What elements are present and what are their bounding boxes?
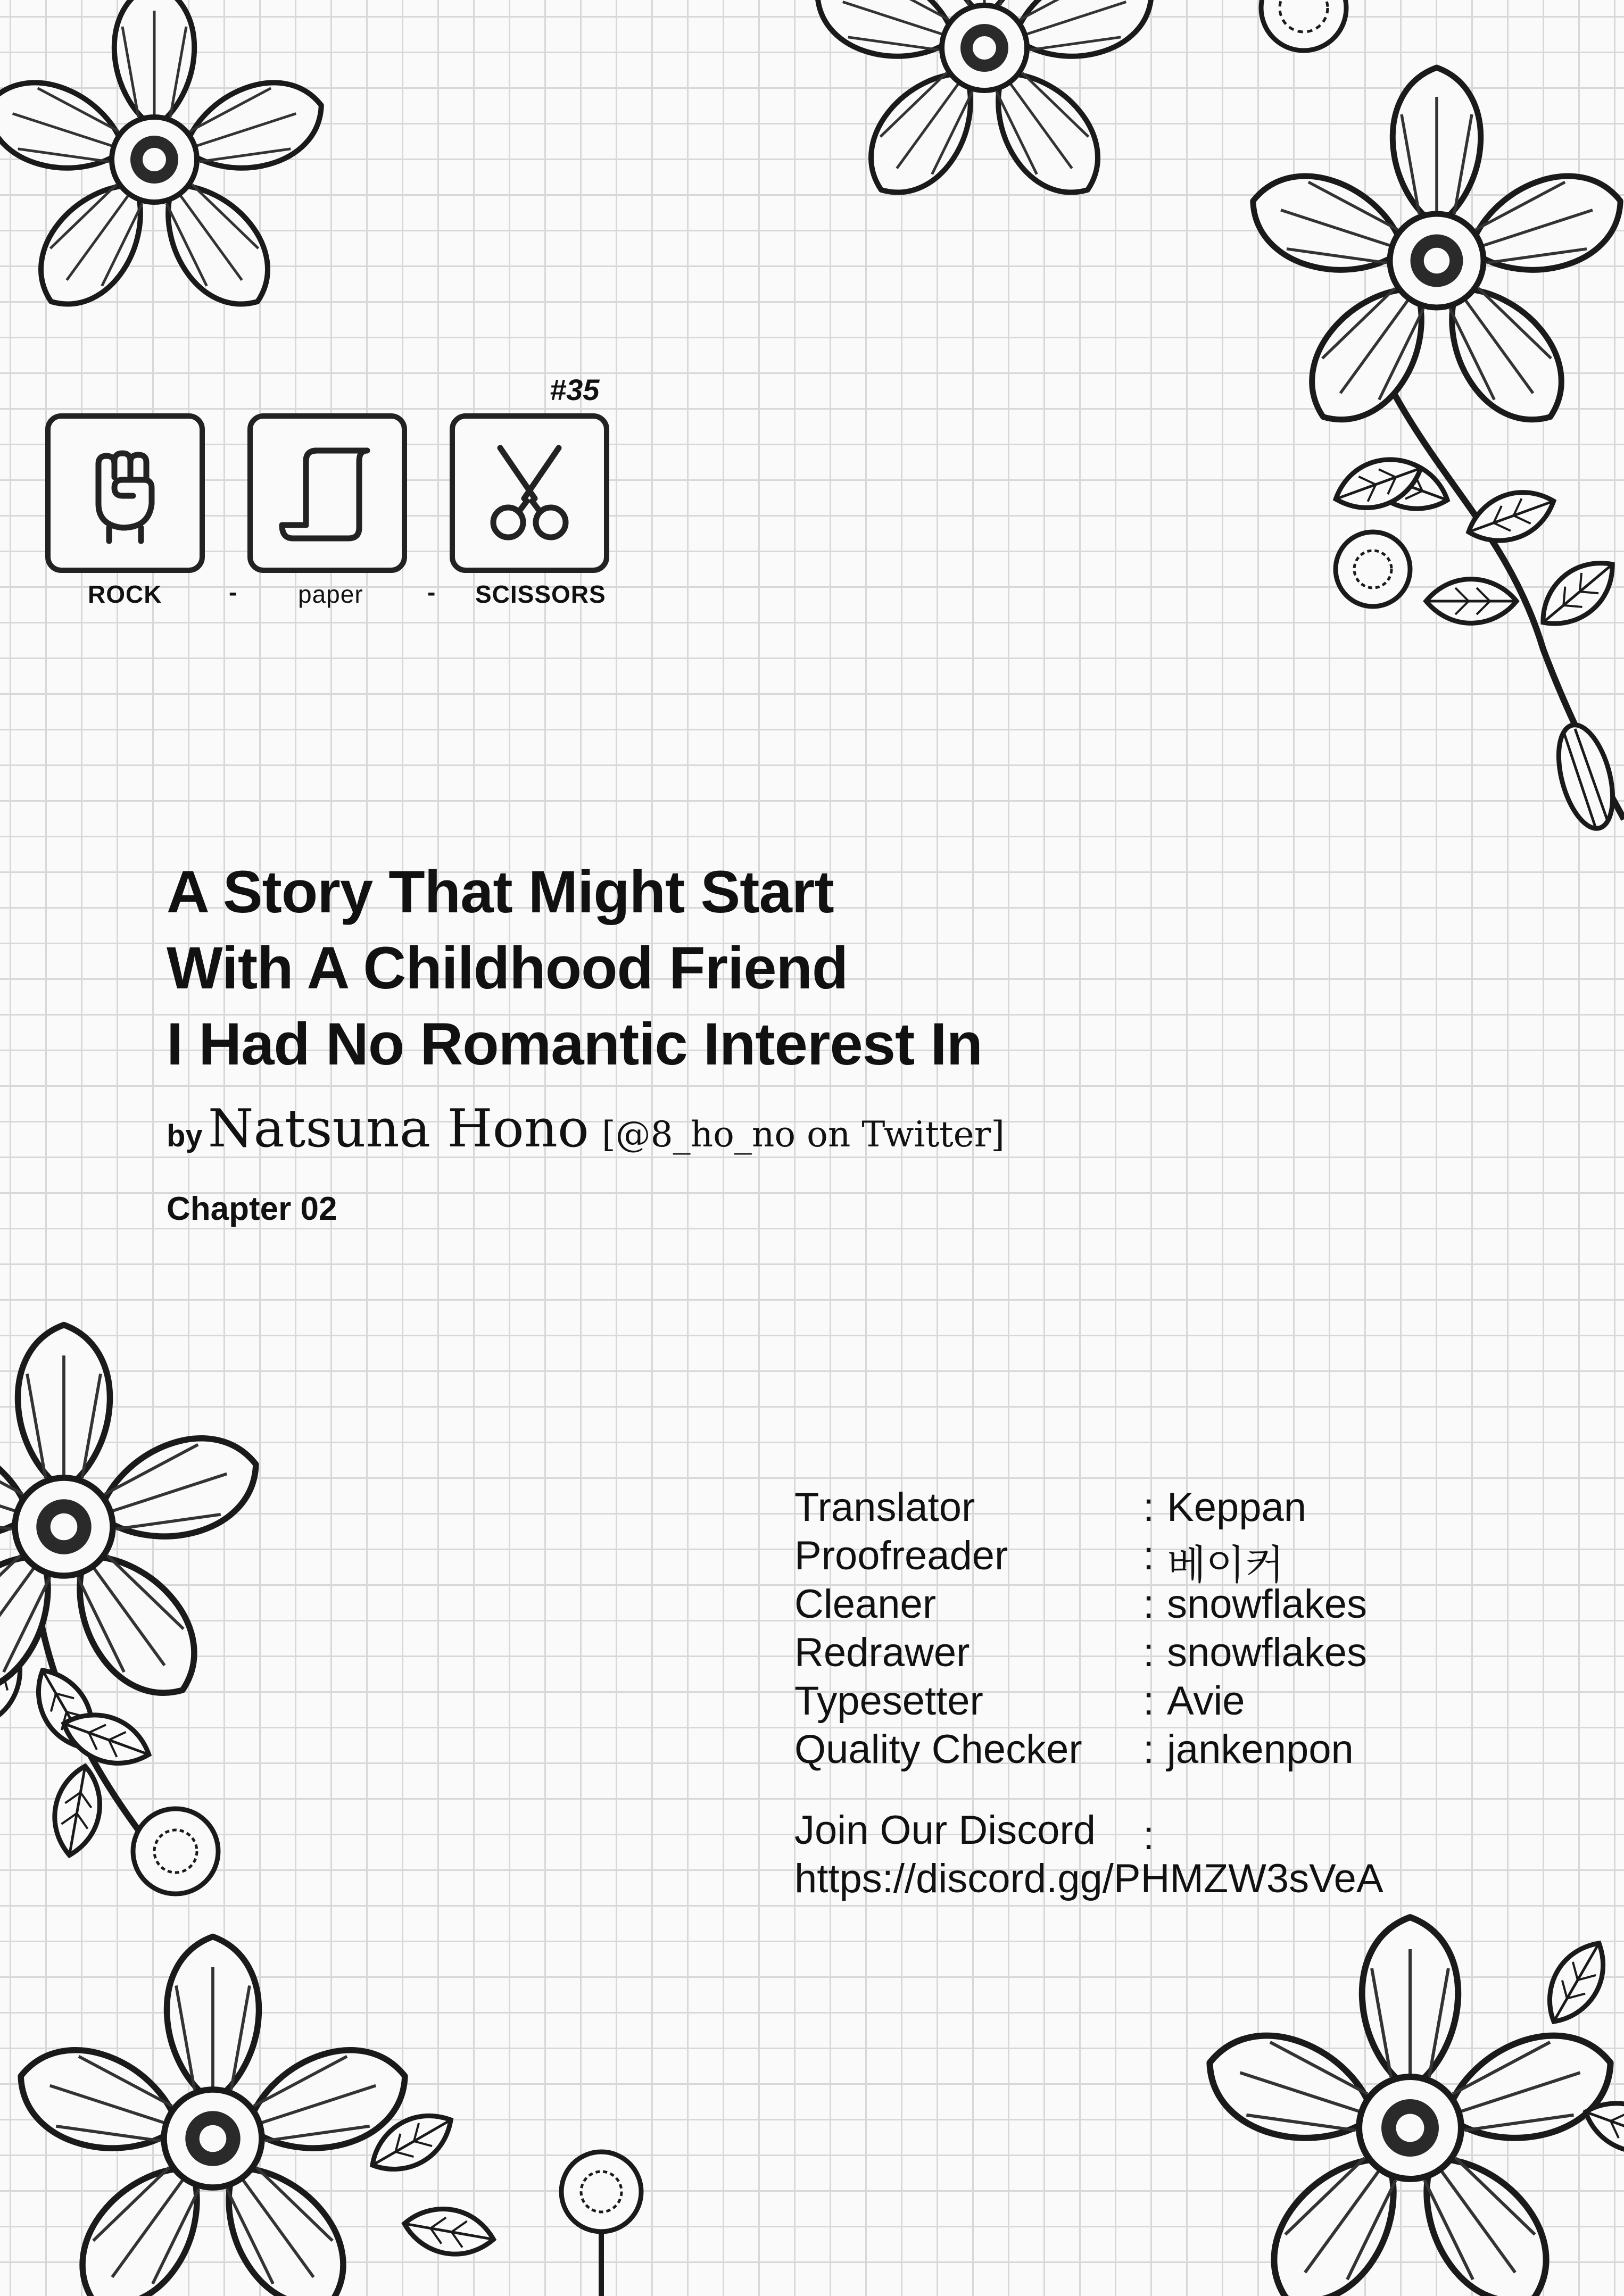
- discord-invite: [794, 1806, 1383, 1903]
- flower-icon: [0, 1926, 772, 2296]
- credit-name: 베이커: [1167, 1543, 1285, 1588]
- credit-colon: :: [1143, 1533, 1155, 1578]
- credit-role: Quality Checker: [794, 1727, 1082, 1772]
- flower-top-right-small: [1245, 0, 1405, 59]
- credit-colon: :: [1143, 1582, 1155, 1627]
- author-name: Natsuna Hono: [208, 1099, 589, 1159]
- credit-role: Redrawer: [794, 1630, 970, 1675]
- flower-icon: [772, 0, 1197, 223]
- flower-icon: [0, 0, 372, 372]
- flower-right-branch: [1171, 64, 1624, 894]
- chapter-label: Chapter 02: [167, 1191, 337, 1227]
- logo-number: #35: [550, 373, 600, 406]
- flower-top-left: [0, 0, 372, 372]
- flower-top-center: [772, 0, 1197, 223]
- manga-title: [167, 854, 982, 1082]
- credit-name: Keppan: [1167, 1485, 1307, 1530]
- discord-colon: :: [1143, 1813, 1155, 1858]
- credit-colon: :: [1143, 1630, 1155, 1675]
- author-handle: [@8_ho_no on Twitter]: [601, 1114, 1005, 1155]
- flower-bottom-right: [1171, 1889, 1624, 2296]
- fist-icon: [72, 440, 178, 546]
- flower-bottom-left: [0, 1926, 772, 2296]
- flower-branch-icon: [1171, 64, 1624, 894]
- credit-role: Cleaner: [794, 1582, 937, 1627]
- logo-label-paper: paper: [298, 580, 363, 608]
- logo-label-rock: ROCK: [88, 580, 162, 608]
- credit-colon: :: [1143, 1678, 1155, 1724]
- title-line: A Story That Might Start: [167, 859, 834, 925]
- credit-colon: :: [1143, 1485, 1155, 1530]
- scroll-icon: [274, 440, 380, 546]
- byline-by: by: [167, 1119, 203, 1153]
- credit-name: Avie: [1167, 1678, 1245, 1724]
- credit-colon: :: [1143, 1727, 1155, 1772]
- flower-bud-icon: [1245, 0, 1405, 59]
- rock-paper-scissors-logo: [45, 372, 641, 622]
- logo-separator: -: [427, 578, 436, 606]
- logo-box-paper: [247, 413, 407, 573]
- logo-box-rock: [45, 413, 205, 573]
- flower-bottom-left-branch: [0, 1351, 298, 1936]
- logo-label-scissors: SCISSORS: [475, 580, 606, 608]
- credit-role: Proofreader: [794, 1533, 1008, 1578]
- logo-box-scissors: [450, 413, 609, 573]
- discord-label: Join Our Discord: [794, 1808, 1096, 1853]
- scissors-icon: [476, 440, 583, 546]
- flower-icon: [1171, 1889, 1624, 2296]
- flower-branch-icon: [0, 1351, 298, 1936]
- credit-name: snowflakes: [1167, 1582, 1367, 1627]
- credit-name: snowflakes: [1167, 1630, 1367, 1675]
- credit-role: Typesetter: [794, 1678, 983, 1724]
- byline: [167, 1099, 1005, 1159]
- title-line: I Had No Romantic Interest In: [167, 1011, 982, 1077]
- credit-name: jankenpon: [1167, 1727, 1354, 1772]
- discord-link[interactable]: https://discord.gg/PHMZW3sVeA: [794, 1856, 1383, 1901]
- logo-separator: -: [229, 578, 237, 606]
- title-line: With A Childhood Friend: [167, 935, 848, 1001]
- credit-role: Translator: [794, 1485, 975, 1530]
